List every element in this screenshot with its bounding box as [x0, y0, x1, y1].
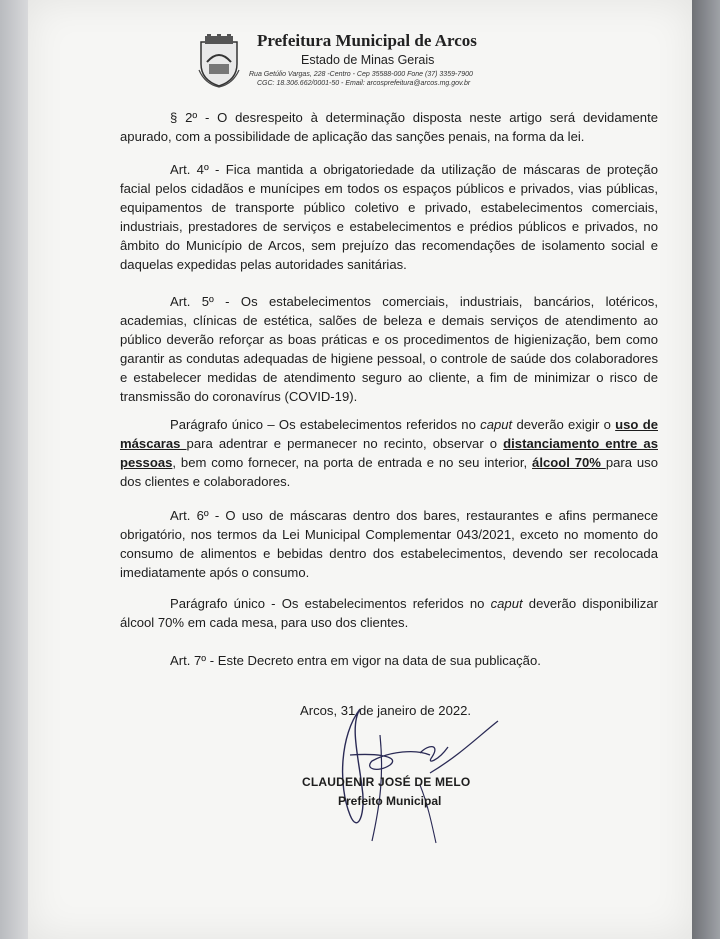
p6-text-c: deverão disponibilizar álcool 70% em cada mesa, para uso dos clientes. — [120, 596, 658, 630]
p6-caput: caput — [490, 596, 523, 611]
p4-text-c: deverão exigir o — [512, 417, 616, 432]
p4-alcool: álcool 70% — [532, 455, 606, 470]
cgc-email-line: CGC: 18.306.662/0001-50 - Email: arcosprefeitura@arcos.mg.gov.br — [257, 80, 471, 87]
state-name: Estado de Minas Gerais — [301, 53, 435, 67]
p4-text-g: , bem como fornecer, na porta de entrada e no seu interior, — [172, 455, 533, 470]
p4-text-i: para uso dos clientes e colaboradores. — [120, 455, 658, 489]
paragraph-art-5: Art. 5º - Os estabelecimentos comerciais, industriais, bancários, lotéricos, academias, clínicas de estética, salões de beleza e demais serviços de atendimento ao público deverão reforçar as boas práticas e os procedimentos de higienização, bem como garantir as condutas adequadas de higiene pessoal, o controle de saúde dos colaboradores e estabelecer medidas de atendimento seguro ao cliente, a fim de minimizar o risco de transmissão do coronavírus (COVID-19). — [120, 294, 658, 404]
paragraph-art-6: Art. 6º - O uso de máscaras dentro dos bares, restaurantes e afins permanece obrigatório, nos termos da Lei Municipal Complementar 043/2021, exceto no momento do consumo de alimentos e bebidas dentro dos estabelecimentos, devendo ser recolocada imediatamente após o consumo. — [120, 508, 658, 580]
municipality-title: Prefeitura Municipal de Arcos — [257, 31, 477, 50]
p4-caput: caput — [480, 417, 513, 432]
address-line: Rua Getúlio Vargas, 228 -Centro - Cep 35588-000 Fone (37) 3359-7900 — [249, 71, 473, 78]
scan-left-edge — [0, 0, 28, 939]
municipal-crest-icon — [195, 34, 243, 88]
p6-text-a: Parágrafo único - Os estabelecimentos referidos no — [170, 596, 491, 611]
paragraph-art-6-unico — [120, 594, 658, 632]
paragraph-art-5-unico — [120, 415, 658, 491]
scan-right-edge — [692, 0, 720, 939]
p4-distanciamento: distanciamento entre as pessoas — [120, 436, 658, 470]
signer-title: Prefeito Municipal — [338, 794, 442, 808]
p4-text-a: Parágrafo único – Os estabelecimentos referidos no — [170, 417, 481, 432]
paragraph-sec-2: § 2º - O desrespeito à determinação disposta neste artigo será devidamente apurado, com a possibilidade de aplicação das sanções penais, na forma da lei. — [120, 110, 658, 144]
place-date: Arcos, 31 de janeiro de 2022. — [300, 703, 472, 718]
handwritten-signature — [320, 695, 510, 845]
paragraph-art-7: Art. 7º - Este Decreto entra em vigor na data de sua publicação. — [170, 653, 541, 668]
p4-text-e: para adentrar e permanecer no recinto, observar o — [186, 436, 504, 451]
p4-uso-mascaras: uso de máscaras — [120, 417, 658, 451]
letterhead — [195, 31, 555, 93]
paragraph-art-4: Art. 4º - Fica mantida a obrigatoriedade da utilização de máscaras de proteção facial pelos cidadãos e munícipes em todos os espaços públicos e privados, vias públicas, equipamentos de transporte público coletivo e privado, estabelecimentos comerciais, industriais, prestadores de serviços e estabelecimentos e prédios públicos e privados, no âmbito do Município de Arcos, sem prejuízo das recomendações de isolamento social e daquelas expedidas pelas autoridades sanitárias. — [120, 162, 658, 272]
signer-name: CLAUDENIR JOSÉ DE MELO — [302, 775, 471, 789]
